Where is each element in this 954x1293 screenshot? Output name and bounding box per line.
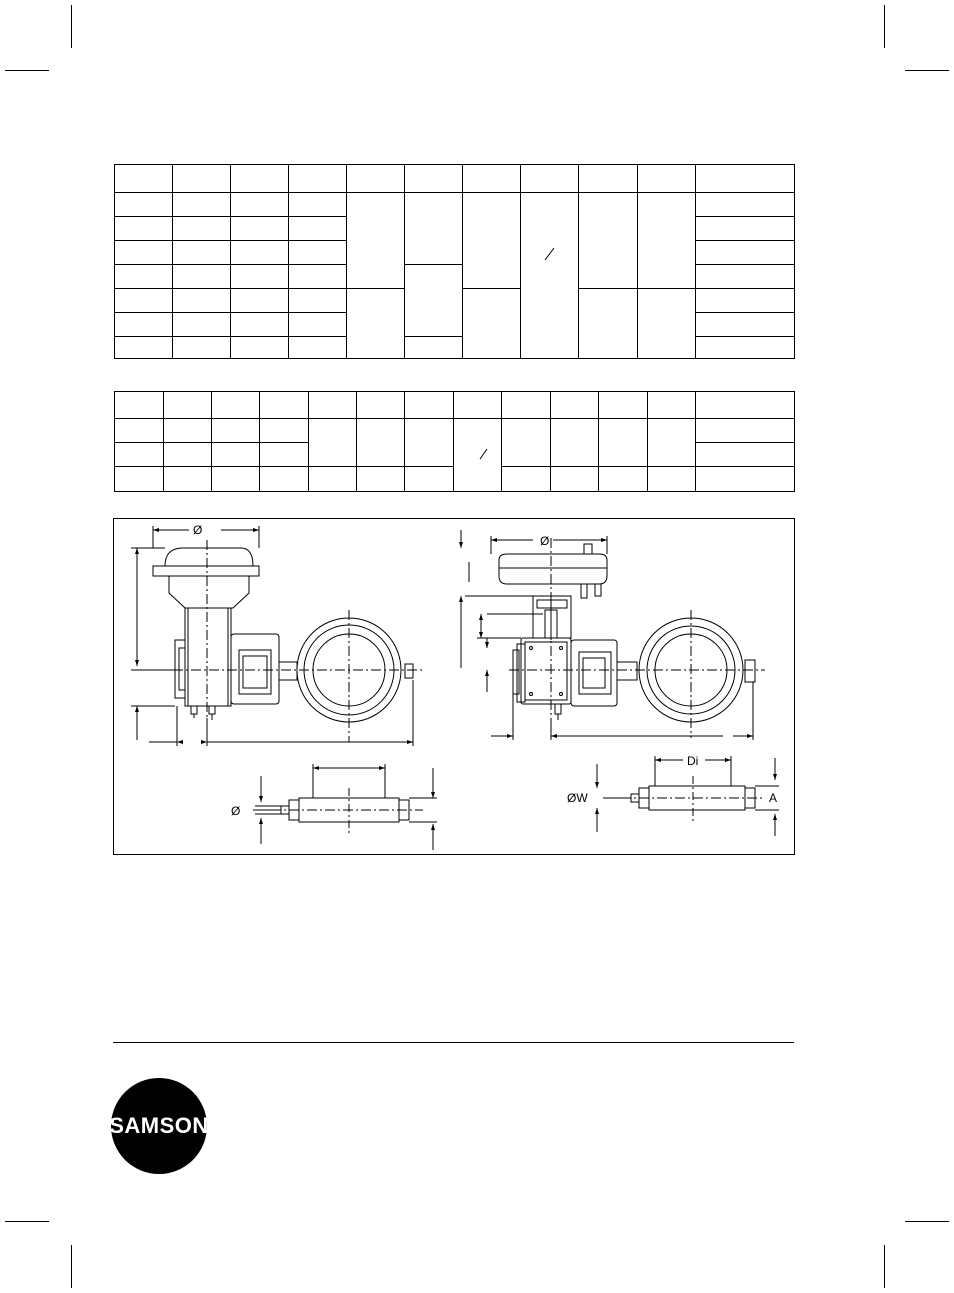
valve-drawings (113, 518, 795, 855)
right-bottom-w-diameter-label: ØW (567, 791, 588, 805)
crop-mark-tl-v (71, 5, 72, 48)
di-label: Di (687, 754, 699, 768)
dimensions-table-1 (114, 164, 795, 359)
crop-mark-tr-h (905, 70, 949, 71)
samson-logo (111, 1078, 207, 1174)
right-side-view (597, 756, 779, 836)
dimensions-table-2 (114, 391, 795, 492)
crop-mark-bl-h (5, 1221, 49, 1222)
logo-text: SAMSON (109, 1113, 209, 1138)
left-valve-assembly (131, 526, 425, 746)
crop-mark-bl-v (71, 1245, 72, 1288)
crop-mark-tr-v (884, 5, 885, 48)
crop-mark-tl-h (5, 70, 49, 71)
dimension-drawing (113, 518, 795, 855)
left-bottom-diameter-label: Ø (231, 804, 241, 818)
table-2-slash (480, 449, 487, 459)
crop-mark-br-v (884, 1245, 885, 1288)
table-1-grid (114, 164, 795, 359)
footer-divider (113, 1042, 794, 1043)
table-1-slash (545, 248, 554, 260)
left-side-view (253, 764, 437, 850)
crop-mark-br-h (905, 1221, 949, 1222)
a-label: A (769, 791, 778, 805)
right-top-diameter-label: Ø (540, 534, 550, 548)
left-top-diameter-label: Ø (193, 523, 203, 537)
table-2-grid (114, 391, 795, 492)
right-valve-assembly (461, 530, 765, 740)
